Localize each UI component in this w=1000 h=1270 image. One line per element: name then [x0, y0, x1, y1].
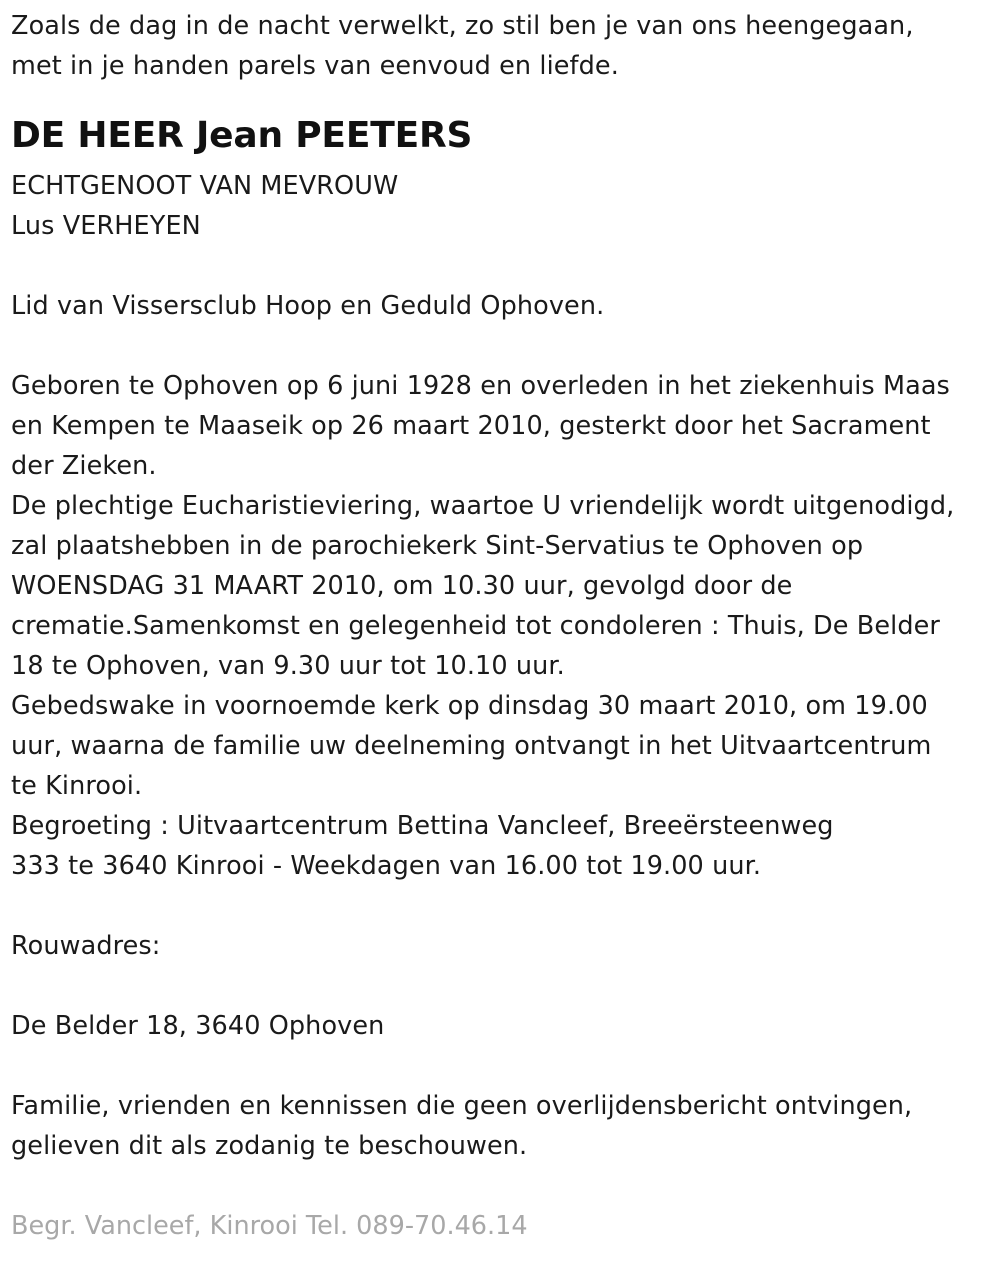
closing-text — [11, 1086, 996, 1166]
spouse-info — [11, 166, 996, 246]
body-line: en Kempen te Maaseik op 26 maart 2010, gesterkt door het Sacrament — [11, 411, 931, 441]
poem — [11, 6, 996, 86]
notice-body — [11, 366, 996, 886]
closing-line: gelieven dit als zodanig te beschouwen. — [11, 1131, 528, 1161]
funeral-home-footer: Begr. Vancleef, Kinrooi Tel. 089-70.46.14 — [11, 1211, 528, 1241]
spouse-line: ECHTGENOOT VAN MEVROUW — [11, 171, 399, 201]
address-label: Rouwadres: — [11, 931, 161, 961]
poem-line: met in je handen parels van eenvoud en liefde. — [11, 51, 619, 81]
body-line: uur, waarna de familie uw deelneming ontvangt in het Uitvaartcentrum — [11, 731, 932, 761]
body-line: zal plaatshebben in de parochiekerk Sint-Servatius te Ophoven op — [11, 531, 864, 561]
obituary-notice — [11, 6, 996, 1246]
body-line: WOENSDAG 31 MAART 2010, om 10.30 uur, gevolgd door de — [11, 571, 793, 601]
body-line: Gebedswake in voornoemde kerk op dinsdag 30 maart 2010, om 19.00 — [11, 691, 928, 721]
body-line: te Kinrooi. — [11, 771, 143, 801]
body-line: 18 te Ophoven, van 9.30 uur tot 10.10 uur. — [11, 651, 565, 681]
body-line: De plechtige Eucharistieviering, waartoe U vriendelijk wordt uitgenodigd, — [11, 491, 955, 521]
body-line: 333 te 3640 Kinrooi - Weekdagen van 16.00 tot 19.00 uur. — [11, 851, 762, 881]
deceased-name-title: DE HEER Jean PEETERS — [11, 115, 473, 156]
body-line: crematie.Samenkomst en gelegenheid tot condoleren : Thuis, De Belder — [11, 611, 940, 641]
spouse-line: Lus VERHEYEN — [11, 211, 201, 241]
body-line: Begroeting : Uitvaartcentrum Bettina Vancleef, Breeërsteenweg — [11, 811, 834, 841]
mourning-address: De Belder 18, 3640 Ophoven — [11, 1011, 385, 1041]
body-line: der Zieken. — [11, 451, 157, 481]
membership-text: Lid van Vissersclub Hoop en Geduld Ophoven. — [11, 291, 605, 321]
poem-line: Zoals de dag in de nacht verwelkt, zo stil ben je van ons heengegaan, — [11, 11, 914, 41]
closing-line: Familie, vrienden en kennissen die geen overlijdensbericht ontvingen, — [11, 1091, 913, 1121]
body-line: Geboren te Ophoven op 6 juni 1928 en overleden in het ziekenhuis Maas — [11, 371, 950, 401]
